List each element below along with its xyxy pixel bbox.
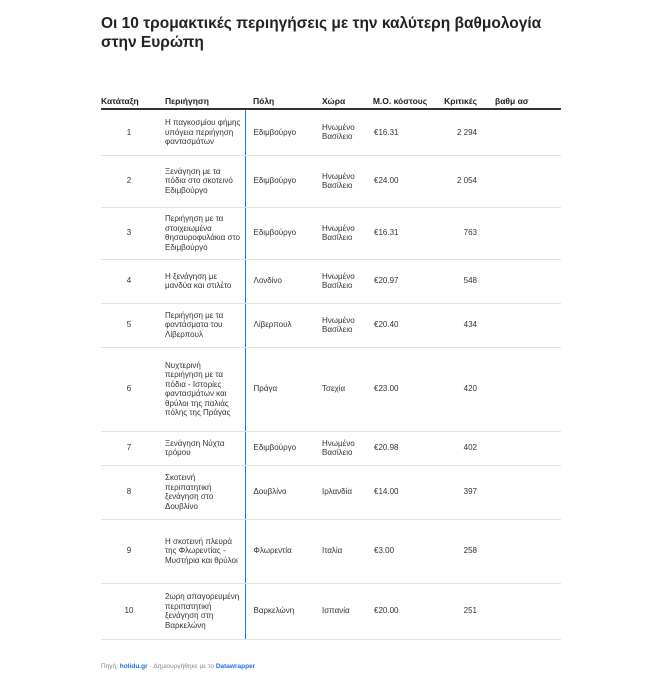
- cost-cell: €20.97: [372, 259, 430, 303]
- extra-cell: [487, 583, 561, 639]
- rank-cell: 6: [101, 347, 157, 431]
- reviews-cell: 2 054: [430, 155, 487, 207]
- city-cell: Δουβλίνο: [245, 465, 313, 519]
- cost-cell: €20.40: [372, 303, 430, 347]
- extra-cell: [487, 465, 561, 519]
- tour-cell: 2ωρη απαγορευμένη περιπατητική ξενάγηση στη Βαρκελώνη: [157, 583, 245, 639]
- reviews-cell: 397: [430, 465, 487, 519]
- tour-cell: Ξενάγηση Νύχτα τρόμου: [157, 431, 245, 465]
- datawrapper-link[interactable]: Datawrapper: [215, 663, 256, 670]
- country-cell: Ισπανία: [313, 583, 372, 639]
- column-header-extra[interactable]: βαθμ ασ: [487, 80, 561, 109]
- extra-cell: [487, 207, 561, 259]
- country-cell: Ηνωμένο Βασίλειο: [313, 207, 372, 259]
- city-cell: Εδιμβούργο: [245, 431, 313, 465]
- cost-cell: €16.31: [372, 109, 430, 155]
- cost-cell: €16.31: [372, 207, 430, 259]
- table-row: [101, 583, 561, 639]
- data-table: [101, 80, 561, 640]
- column-header-tour[interactable]: Περιήγηση: [157, 80, 245, 109]
- tour-cell: Η παγκοσμίου φήμης υπόγεια περιήγηση φαντασμάτων: [157, 109, 245, 155]
- chart-title: Οι 10 τρομακτικές περιηγήσεις με την καλύτερη βαθμολογία στην Ευρώπη: [101, 15, 542, 51]
- country-cell: Ηνωμένο Βασίλειο: [313, 259, 372, 303]
- reviews-cell: 251: [430, 583, 487, 639]
- tour-cell: Η ξενάγηση με μανδύα και στιλέτο: [157, 259, 245, 303]
- rank-cell: 5: [101, 303, 157, 347]
- cost-cell: €24.00: [372, 155, 430, 207]
- tour-cell: Η σκοτεινή πλευρά της Φλωρεντίας - Μυστήρια και θρύλοι: [157, 519, 245, 583]
- reviews-cell: 763: [430, 207, 487, 259]
- extra-cell: [487, 303, 561, 347]
- tour-cell: Ξενάγηση με τα πόδια στο σκοτεινό Εδιμβούργο: [157, 155, 245, 207]
- rank-cell: 10: [101, 583, 157, 639]
- reviews-cell: 258: [430, 519, 487, 583]
- table-row: [101, 303, 561, 347]
- tour-cell: Σκοτεινή περιπατητική ξενάγηση στο Δουβλίνο: [157, 465, 245, 519]
- created-label: · Δημιουργήθηκε με το: [149, 663, 214, 670]
- table-row: [101, 347, 561, 431]
- table-row: [101, 207, 561, 259]
- cost-cell: €20.98: [372, 431, 430, 465]
- city-cell: Λίβερπουλ: [245, 303, 313, 347]
- table-row: [101, 431, 561, 465]
- reviews-cell: 548: [430, 259, 487, 303]
- reviews-cell: 2 294: [430, 109, 487, 155]
- column-header-reviews[interactable]: Κριτικές: [430, 80, 487, 109]
- city-cell: Εδιμβούργο: [245, 207, 313, 259]
- country-cell: Ηνωμένο Βασίλειο: [313, 109, 372, 155]
- city-cell: Εδιμβούργο: [245, 155, 313, 207]
- country-cell: Ηνωμένο Βασίλειο: [313, 431, 372, 465]
- cost-cell: €14.00: [372, 465, 430, 519]
- rank-cell: 1: [101, 109, 157, 155]
- cost-cell: €23.00: [372, 347, 430, 431]
- column-header-country[interactable]: Χώρα: [313, 80, 372, 109]
- reviews-cell: 402: [430, 431, 487, 465]
- extra-cell: [487, 155, 561, 207]
- extra-cell: [487, 109, 561, 155]
- city-cell: Φλωρεντία: [245, 519, 313, 583]
- table-row: [101, 259, 561, 303]
- cost-cell: €3.00: [372, 519, 430, 583]
- table-row: [101, 155, 561, 207]
- extra-cell: [487, 431, 561, 465]
- source-label: Πηγή:: [101, 663, 118, 670]
- city-cell: Εδιμβούργο: [245, 109, 313, 155]
- city-cell: Βαρκελώνη: [245, 583, 313, 639]
- table-header-row: [101, 80, 561, 109]
- table-body: [101, 109, 561, 639]
- rank-cell: 7: [101, 431, 157, 465]
- rank-cell: 8: [101, 465, 157, 519]
- table-row: [101, 109, 561, 155]
- data-table-container[interactable]: [101, 80, 529, 661]
- table-row: [101, 465, 561, 519]
- column-header-cost[interactable]: Μ.Ο. κόστους: [372, 80, 430, 109]
- rank-cell: 2: [101, 155, 157, 207]
- country-cell: Ηνωμένο Βασίλειο: [313, 303, 372, 347]
- country-cell: Ηνωμένο Βασίλειο: [313, 155, 372, 207]
- rank-cell: 4: [101, 259, 157, 303]
- country-cell: Ιρλανδία: [313, 465, 372, 519]
- reviews-cell: 420: [430, 347, 487, 431]
- footer: [101, 663, 255, 670]
- country-cell: Ιταλία: [313, 519, 372, 583]
- tour-cell: Νυχτερινή περιήγηση με τα πόδια - Ιστορίες φαντασμάτων και θρύλοι της παλιάς πόλης της Πράγας: [157, 347, 245, 431]
- reviews-cell: 434: [430, 303, 487, 347]
- country-cell: Τσεχία: [313, 347, 372, 431]
- column-header-rank[interactable]: Κατάταξη: [101, 80, 157, 109]
- rank-cell: 9: [101, 519, 157, 583]
- table-row: [101, 519, 561, 583]
- tour-cell: Περιήγηση με τα φαντάσματα του Λίβερπουλ: [157, 303, 245, 347]
- rank-cell: 3: [101, 207, 157, 259]
- extra-cell: [487, 347, 561, 431]
- extra-cell: [487, 519, 561, 583]
- city-cell: Λονδίνο: [245, 259, 313, 303]
- city-cell: Πράγα: [245, 347, 313, 431]
- tour-cell: Περιήγηση με τα στοιχειωμένα θησαυροφυλάκια στο Εδιμβούργο: [157, 207, 245, 259]
- source-link[interactable]: holidu.gr: [119, 663, 148, 670]
- column-header-city[interactable]: Πόλη: [245, 80, 313, 109]
- extra-cell: [487, 259, 561, 303]
- cost-cell: €20.00: [372, 583, 430, 639]
